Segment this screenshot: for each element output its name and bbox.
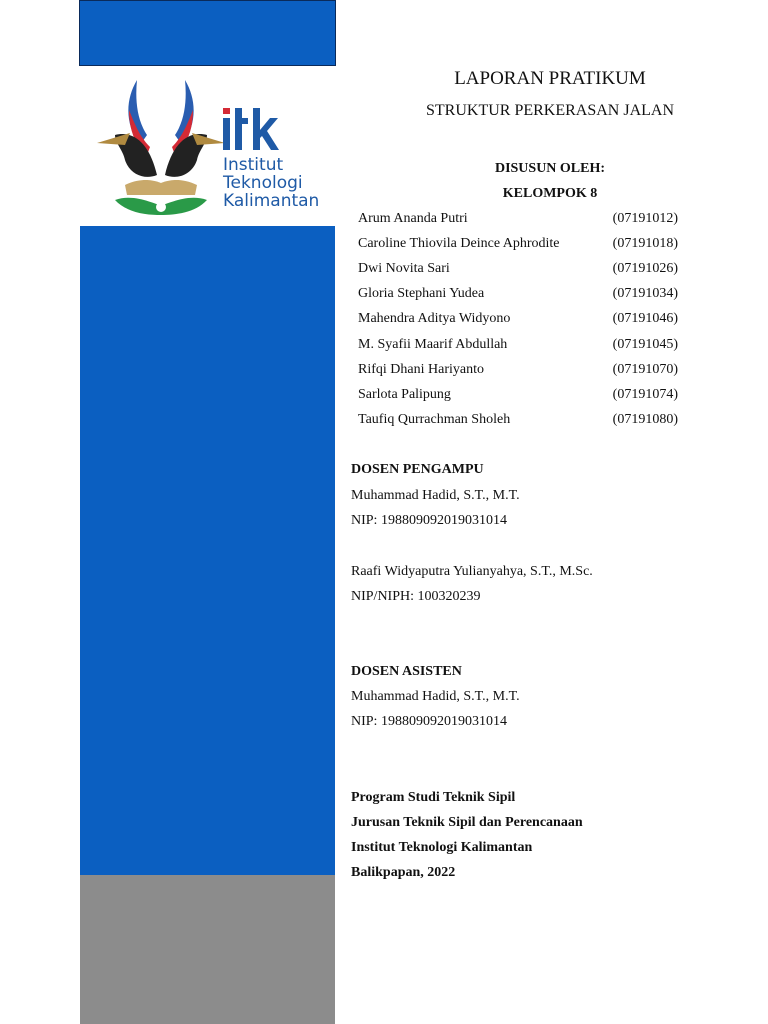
logo-text-line2: Teknologi <box>223 173 303 193</box>
member-name: Sarlota Palipung <box>358 387 451 402</box>
member-name: Rifqi Dhani Hariyanto <box>358 362 484 377</box>
member-row <box>358 387 678 407</box>
member-id: (07191046) <box>612 311 678 326</box>
decorative-blue-panel <box>80 226 335 875</box>
member-name: Taufiq Qurrachman Sholeh <box>358 412 511 427</box>
member-id: (07191012) <box>612 211 678 226</box>
member-name: Gloria Stephani Yudea <box>358 286 485 301</box>
member-row <box>358 286 678 306</box>
report-title: LAPORAN PRATIKUM <box>454 68 646 89</box>
lecturer-name: Muhammad Hadid, S.T., M.T. <box>351 488 520 503</box>
report-subtitle: STRUKTUR PERKERASAN JALAN <box>425 102 675 119</box>
member-row <box>358 337 678 357</box>
member-name: M. Syafii Maarif Abdullah <box>358 337 508 352</box>
lecturer-name: Raafi Widyaputra Yulianyahya, S.T., M.Sc. <box>351 564 593 579</box>
group-name: KELOMPOK 8 <box>502 186 598 201</box>
member-row <box>358 236 678 256</box>
hornbill-emblem-icon <box>97 80 225 215</box>
member-id: (07191074) <box>612 387 678 402</box>
lecturer-nip: NIP/NIPH: 100320239 <box>351 589 481 604</box>
member-id: (07191034) <box>612 286 678 301</box>
member-name: Arum Ananda Putri <box>358 211 468 226</box>
logo-text-line1: Institut <box>223 155 284 175</box>
member-id: (07191070) <box>612 362 678 377</box>
member-row <box>358 362 678 382</box>
place-year: Balikpapan, 2022 <box>351 865 456 880</box>
assistant-nip: NIP: 198809092019031014 <box>351 714 507 729</box>
authors-heading: DISUSUN OLEH: <box>494 161 606 176</box>
study-program: Program Studi Teknik Sipil <box>351 790 516 805</box>
lecturer-nip: NIP: 198809092019031014 <box>351 513 507 528</box>
dosen-asisten-heading: DOSEN ASISTEN <box>351 664 462 679</box>
member-id: (07191080) <box>612 412 678 427</box>
member-name: Mahendra Aditya Widyono <box>358 311 511 326</box>
member-name: Caroline Thiovila Deince Aphrodite <box>358 236 560 251</box>
institution: Institut Teknologi Kalimantan <box>351 840 533 855</box>
logo-text-line3: Kalimantan <box>223 191 320 211</box>
dosen-pengampu-heading: DOSEN PENGAMPU <box>351 462 484 477</box>
itk-logo <box>95 75 325 220</box>
member-row <box>358 261 678 281</box>
member-id: (07191026) <box>612 261 678 276</box>
member-id: (07191045) <box>612 337 678 352</box>
department: Jurusan Teknik Sipil dan Perencanaan <box>351 815 583 830</box>
decorative-gray-panel <box>80 875 335 1024</box>
decorative-blue-top-block <box>79 0 336 66</box>
member-id: (07191018) <box>612 236 678 251</box>
assistant-name: Muhammad Hadid, S.T., M.T. <box>351 689 520 704</box>
member-row <box>358 211 678 231</box>
member-row <box>358 311 678 331</box>
member-name: Dwi Novita Sari <box>358 261 450 276</box>
member-row <box>358 412 678 432</box>
